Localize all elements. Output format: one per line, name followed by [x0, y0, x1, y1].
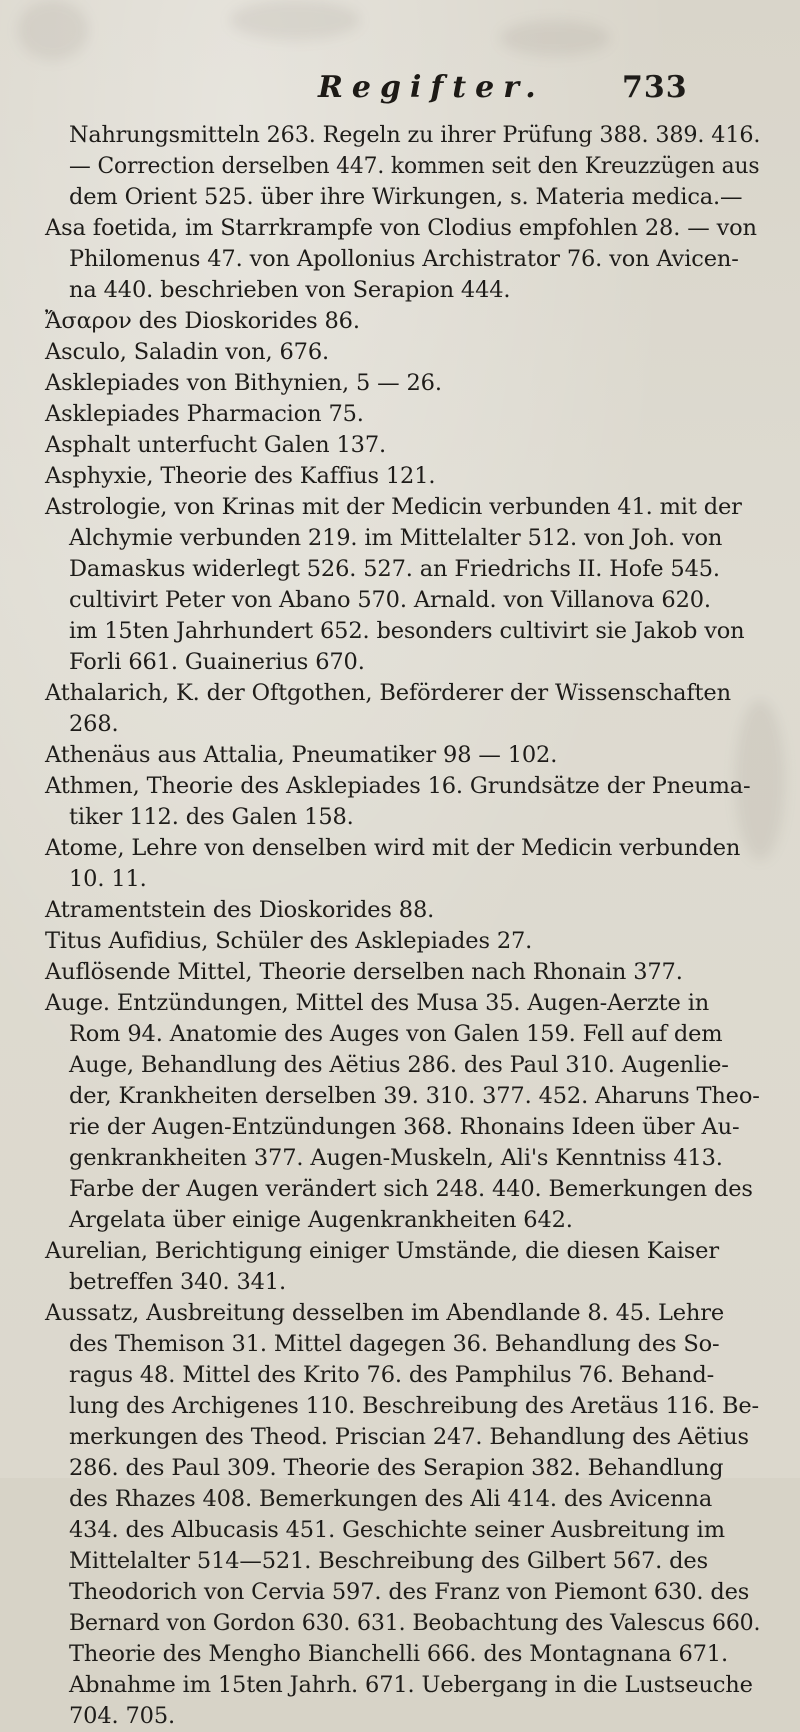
index-line: 286. des Paul 309. Theorie des Serapion 382. Behandlung — [69, 1455, 724, 1481]
index-line: cultivirt Peter von Abano 570. Arnald. von Villanova 620. — [69, 587, 711, 613]
paper-stain — [230, 0, 360, 40]
index-line: Auge. Entzündungen, Mittel des Musa 35. Augen-Aerzte in — [45, 990, 710, 1016]
index-line: rie der Augen-Entzündungen 368. Rhonains Ideen über Au- — [69, 1114, 740, 1140]
index-line: Damaskus widerlegt 526. 527. an Friedrichs II. Hofe 545. — [69, 556, 720, 582]
paper-stain — [500, 20, 610, 56]
index-line: Farbe der Augen verändert sich 248. 440. Bemerkungen des — [69, 1176, 753, 1202]
index-line: tiker 112. des Galen 158. — [69, 804, 354, 830]
index-line: Bernard von Gordon 630. 631. Beobachtung des Valescus 660. — [69, 1610, 761, 1636]
index-line: Athenäus aus Attalia, Pneumatiker 98 — 102. — [45, 742, 558, 768]
index-line: Theodorich von Cervia 597. des Franz von Piemont 630. des — [69, 1579, 750, 1605]
blank-bottom-margin — [40, 1275, 760, 1465]
index-line: Auflösende Mittel, Theorie derselben nach Rhonain 377. — [45, 959, 683, 985]
index-line: Asklepiades Pharmacion 75. — [45, 401, 364, 427]
index-line: Astrologie, von Krinas mit der Medicin verbunden 41. mit der — [45, 494, 742, 520]
index-line: merkungen des Theod. Priscian 247. Behandlung des Aëtius — [69, 1424, 749, 1450]
index-line: des Rhazes 408. Bemerkungen des Ali 414. des Avicenna — [69, 1486, 713, 1512]
index-line: Atome, Lehre von denselben wird mit der Medicin verbunden — [45, 835, 741, 861]
index-line: 704. 705. — [69, 1703, 175, 1729]
page-header — [0, 70, 800, 112]
index-line: — Correction derselben 447. kommen seit den Kreuzzügen aus — [69, 153, 760, 179]
index-line: Forli 661. Guainerius 670. — [69, 649, 365, 675]
index-line: na 440. beschrieben von Serapion 444. — [69, 277, 511, 303]
index-line: Aurelian, Berichtigung einiger Umstände, die diesen Kaiser — [45, 1238, 719, 1264]
index-line: Rom 94. Anatomie des Auges von Galen 159. Fell auf dem — [69, 1021, 723, 1047]
index-line: Titus Aufidius, Schüler des Asklepiades 27. — [45, 928, 533, 954]
index-line: 268. — [69, 711, 119, 737]
index-line: Argelata über einige Augenkrankheiten 642. — [69, 1207, 573, 1233]
index-line: Abnahme im 15ten Jahrh. 671. Uebergang in die Lustseuche — [69, 1672, 753, 1698]
index-line: genkrankheiten 377. Augen-Muskeln, Ali's Kenntniss 413. — [69, 1145, 723, 1171]
index-line: Atramentstein des Dioskorides 88. — [45, 897, 435, 923]
index-line: Asphyxie, Theorie des Kaffius 121. — [45, 463, 436, 489]
index-text-block — [45, 120, 765, 1732]
index-line: betreffen 340. 341. — [69, 1269, 286, 1295]
index-line: 434. des Albucasis 451. Geschichte seiner Ausbreitung im — [69, 1517, 725, 1543]
index-line: Aussatz, Ausbreitung desselben im Abendlande 8. 45. Lehre — [45, 1300, 725, 1326]
index-line: lung des Archigenes 110. Beschreibung des Aretäus 116. Be- — [69, 1393, 759, 1419]
index-line: Nahrungsmitteln 263. Regeln zu ihrer Prüfung 388. 389. 416. — [69, 122, 761, 148]
index-line: Mittelalter 514—521. Beschreibung des Gilbert 567. des — [69, 1548, 708, 1574]
running-head: Regifter. — [318, 70, 545, 105]
index-line: Asa foetida, im Starrkrampfe von Clodius empfohlen 28. — von — [45, 215, 757, 241]
index-line: Ἄσαρον des Dioskorides 86. — [45, 308, 360, 334]
index-line: Alchymie verbunden 219. im Mittelalter 512. von Joh. von — [69, 525, 723, 551]
index-line: Auge, Behandlung des Aëtius 286. des Paul 310. Augenlie- — [69, 1052, 729, 1078]
index-line: im 15ten Jahrhundert 652. besonders cultivirt sie Jakob von — [69, 618, 745, 644]
index-line: der, Krankheiten derselben 39. 310. 377. 452. Aharuns Theo- — [69, 1083, 760, 1109]
index-line: Theorie des Mengho Bianchelli 666. des Montagnana 671. — [69, 1641, 728, 1667]
index-line: 10. 11. — [69, 866, 147, 892]
index-line: dem Orient 525. über ihre Wirkungen, s. Materia medica.— — [69, 184, 743, 210]
index-line: Athalarich, K. der Oftgothen, Beförderer der Wissenschaften — [45, 680, 731, 706]
index-line: Athmen, Theorie des Asklepiades 16. Grundsätze der Pneuma- — [45, 773, 751, 799]
index-line: Asculo, Saladin von, 676. — [45, 339, 330, 365]
index-line: Philomenus 47. von Apollonius Archistrator 76. von Avicen- — [69, 246, 739, 272]
paper-stain — [18, 0, 88, 60]
index-line: Asklepiades von Bithynien, 5 — 26. — [45, 370, 442, 396]
page-number: 733 — [622, 70, 688, 105]
index-line: Asphalt unterfucht Galen 137. — [45, 432, 386, 458]
index-line: des Themison 31. Mittel dagegen 36. Behandlung des So- — [69, 1331, 720, 1357]
index-line: ragus 48. Mittel des Krito 76. des Pamphilus 76. Behand- — [69, 1362, 715, 1388]
